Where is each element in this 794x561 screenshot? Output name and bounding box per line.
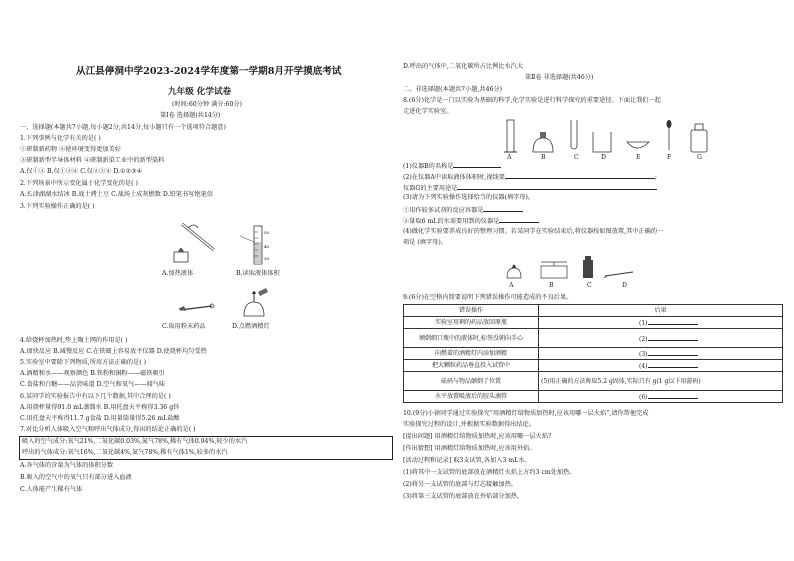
q8-part2b: 仪器G的主要用途是 [403,183,657,193]
table-cell: 砝码与物品颠倒了位置 [404,372,539,391]
instrument-label-f: F [667,154,672,161]
q7-option-a: A.各气体的含量为气体的体积分数 [20,462,114,469]
option-b-caption: B.读取液体体积 [236,270,280,277]
q7-stem: 7.对比分析人体吸入空气和呼出气体成分,得出的结论正确的是( ) [20,426,196,433]
q8-part3: (3)请为下列实验操作选择恰当的仪器(填字母)。 [403,194,535,201]
q6-choices: A.用烧杯量得91.0 mL蒸馏水 B.用托盘天平称得3.36 g锌 [20,404,180,411]
q1-option-line: ①研制新药物 ②使环境变得更加美好 [20,146,121,153]
q7-option-d: D.呼出的气体中,二氧化碳所占比例比水汽大 [403,63,524,70]
q5-choices: A.酒精和水——观察颜色 B.铁粉和铜粉——磁铁吸引 [20,370,165,377]
instrument-label-g: G [697,154,702,161]
table-row [404,372,783,391]
option-a-caption: A.加热液体 [162,270,194,277]
instrument-label-d: D [601,154,606,161]
table-cell: 把大颗粒药品垂直投入试管中 [404,360,539,372]
graduated-cylinder-figure [240,226,280,266]
table-row [404,360,783,372]
q10-question: [提出问题] 用酒精灯给物质加热时,应该用哪一层火焰? [403,433,552,440]
svg-text:30: 30 [264,256,270,261]
q4-choices: A.加快反应 B.减慢反应 C.在铁圈上容易放平仪器 D.使烧杯均匀受热 [20,348,207,355]
q2-stem: 2.下列场景中所示变化属于化学变化的是( ) [20,180,138,187]
instrument-label-b: B [541,154,546,161]
q1-choices: A.仅①③ B.仅①③④ C.仅②③④ D.①②③④ [20,168,143,175]
table-header-row [404,305,783,317]
q10-stem: 10.(9分)小徐同学通过实验探究“用酒精灯给物质加热时,应该用哪一层火焰”,请你帮他完成 [403,410,649,417]
q1-option-line: ③研制新型半导体材料 ④研制新染工业中的新型染料 [20,157,165,164]
apparatus-label-c: C [587,282,592,289]
table-row [404,348,783,360]
q10-hypothesis: [作出猜想] 用酒精灯给物质加热时,应该用外焰。 [403,445,536,452]
q10-procedure: [活动过程和记录] 取3支试管,各加入3 mL水。 [403,457,531,464]
grade-subject: 九年级 化学试卷 [168,87,232,97]
table-row [404,317,783,329]
time-score: (时间:60分钟 满分:60分) [172,101,243,108]
heating-liquid-figure [168,218,228,268]
inhaled-air-line: 吸入的空气成分:氧气21%,二氧化碳0.03%,氮气78%,稀有气体0.94%,较少的水汽 [22,438,248,445]
q7-option-b: B.吸入的空气中的氧气只有部分进入血液 [20,474,132,481]
q10-step2: (2)将另一支试管的底部与灯芯接触加热。 [403,481,517,488]
table-row [404,391,783,403]
q8-part2: (2)在仪器A中读取液体体积时,视线要 ; [403,174,657,181]
table-cell: (4) [539,360,783,372]
q8-stem-cont: 走进化学实验室。 [403,108,453,115]
table-row [404,329,783,348]
table-cell: (6) [539,391,783,403]
powder-spatula-figure [178,300,218,316]
q1-stem: 1.下列事例与化学有关的是( ) [20,135,101,142]
q8-part4: (4)做化学实验要养成良好的整理习惯。若某同学在实验结束后,将仪器按如图放置,其中正确的一 [403,228,664,235]
q6-choices: C.用托盘天平称得11.7 g食盐 D.用量筒量得5.26 mL盐酸 [20,415,180,422]
q2-choices: A.长津湖湖水结冰 B.战士烤土豆 C.战场土成灰燃数 D.铅笔书写绝笔信 [20,191,213,198]
q5-stem: 5.实验室中要除下列物质,所用方法正确的是( ) [20,359,147,366]
table-cell: (2) [539,329,783,348]
error-operation-table [403,304,783,403]
q8-part3b: ②量取6 mL的水需要用到的仪器是 [403,216,539,226]
part2-heading: 第Ⅱ卷 非选择题(共46分) [525,74,594,81]
instrument-label-a: A [507,154,512,161]
option-d-caption: D.点燃酒精灯 [232,323,270,330]
q8-part3a: ①用作较多试剂的反应容器是 [403,205,523,215]
svg-text:50: 50 [264,230,270,235]
table-cell: 水平放置吸液后的胶头滴管 [404,391,539,403]
q8-stem: 8.(6分)化学是一门以实验为基础的科学,化学实验是进行科学探究的重要途径。下面让我们一起 [403,97,661,104]
apparatus-label-d: D [622,282,627,289]
table-cell: 倾倒细口瓶中的液体时,标签没朝向手心 [404,329,539,348]
option-c-caption: C.取用粉末药品 [162,323,206,330]
table-cell: (3) [539,348,783,360]
lamp-lighting-figure [238,288,270,318]
section1-instructions: 一、选择题(本题共7小题,每小题2分,共14分,每小题只有一个选项符合题意) [20,124,226,131]
apparatus-label-b: B [549,282,554,289]
table-header: 错误操作 [404,305,539,317]
table-cell: 向燃着的酒精灯内添加酒精 [404,348,539,360]
table-cell: (5)用正确的方法称取5.2 g固体,实际只有 g(1 g以下用游码) [539,372,783,391]
exhaled-air-line: 呼出的气体成分:氧气16%,二氧化碳4%,氮气78%,稀有气体1%,较多的水汽 [22,449,228,456]
q4-stem: 4.给烧杯加热时,垫上陶土网的作用是( ) [20,337,128,344]
exam-title: 从江县停洞中学2023-2024学年度第一学期8月开学摸底考试 [76,66,342,77]
q7-option-c: C.人体能产生稀有气体 [20,486,83,493]
q3-stem: 3.下列实验操作正确的是( ) [20,203,95,210]
apparatus-placement-figure [505,254,635,282]
svg-text:40: 40 [264,244,270,249]
table-cell: (1) [539,317,783,329]
q10-step1: (1)将其中一支试管的底部放在酒精灯火焰上方约3 cm处加热。 [403,469,576,476]
instrument-label-c: C [574,154,579,161]
table-cell: 实验室用剩的药品放回原瓶 [404,317,539,329]
q8-part1: (1)仪器B的名称是 [403,161,501,171]
instrument-label-e: E [636,154,641,161]
q10-stem-cont: 实验探究过程的设计,并根据实验数据得出结论。 [403,421,535,428]
q10-step3: (3)将第三支试管的底部放在外焰部分加热。 [403,493,524,500]
q8-part4-cont: 项是 (填字母)。 [403,239,447,246]
apparatus-label-a: A [509,282,514,289]
q5-choices: C.食盐和白糖——品尝味道 D.空气和氧气——闻气味 [20,381,166,388]
section2-instructions: 二、非选择题(本题共7小题,共46分) [403,86,503,93]
q6-stem: 6.某同学的实验报告中有以下几个数据,其中合理的是( ) [20,393,171,400]
q9-stem: 9.(6分)在空格内简要说明下列错误操作可能造成的不良后果。 [403,294,573,301]
table-header: 后果 [539,305,783,317]
right-column [397,0,794,561]
part1-heading: 第Ⅰ卷 选择题(共14分) [160,112,221,119]
